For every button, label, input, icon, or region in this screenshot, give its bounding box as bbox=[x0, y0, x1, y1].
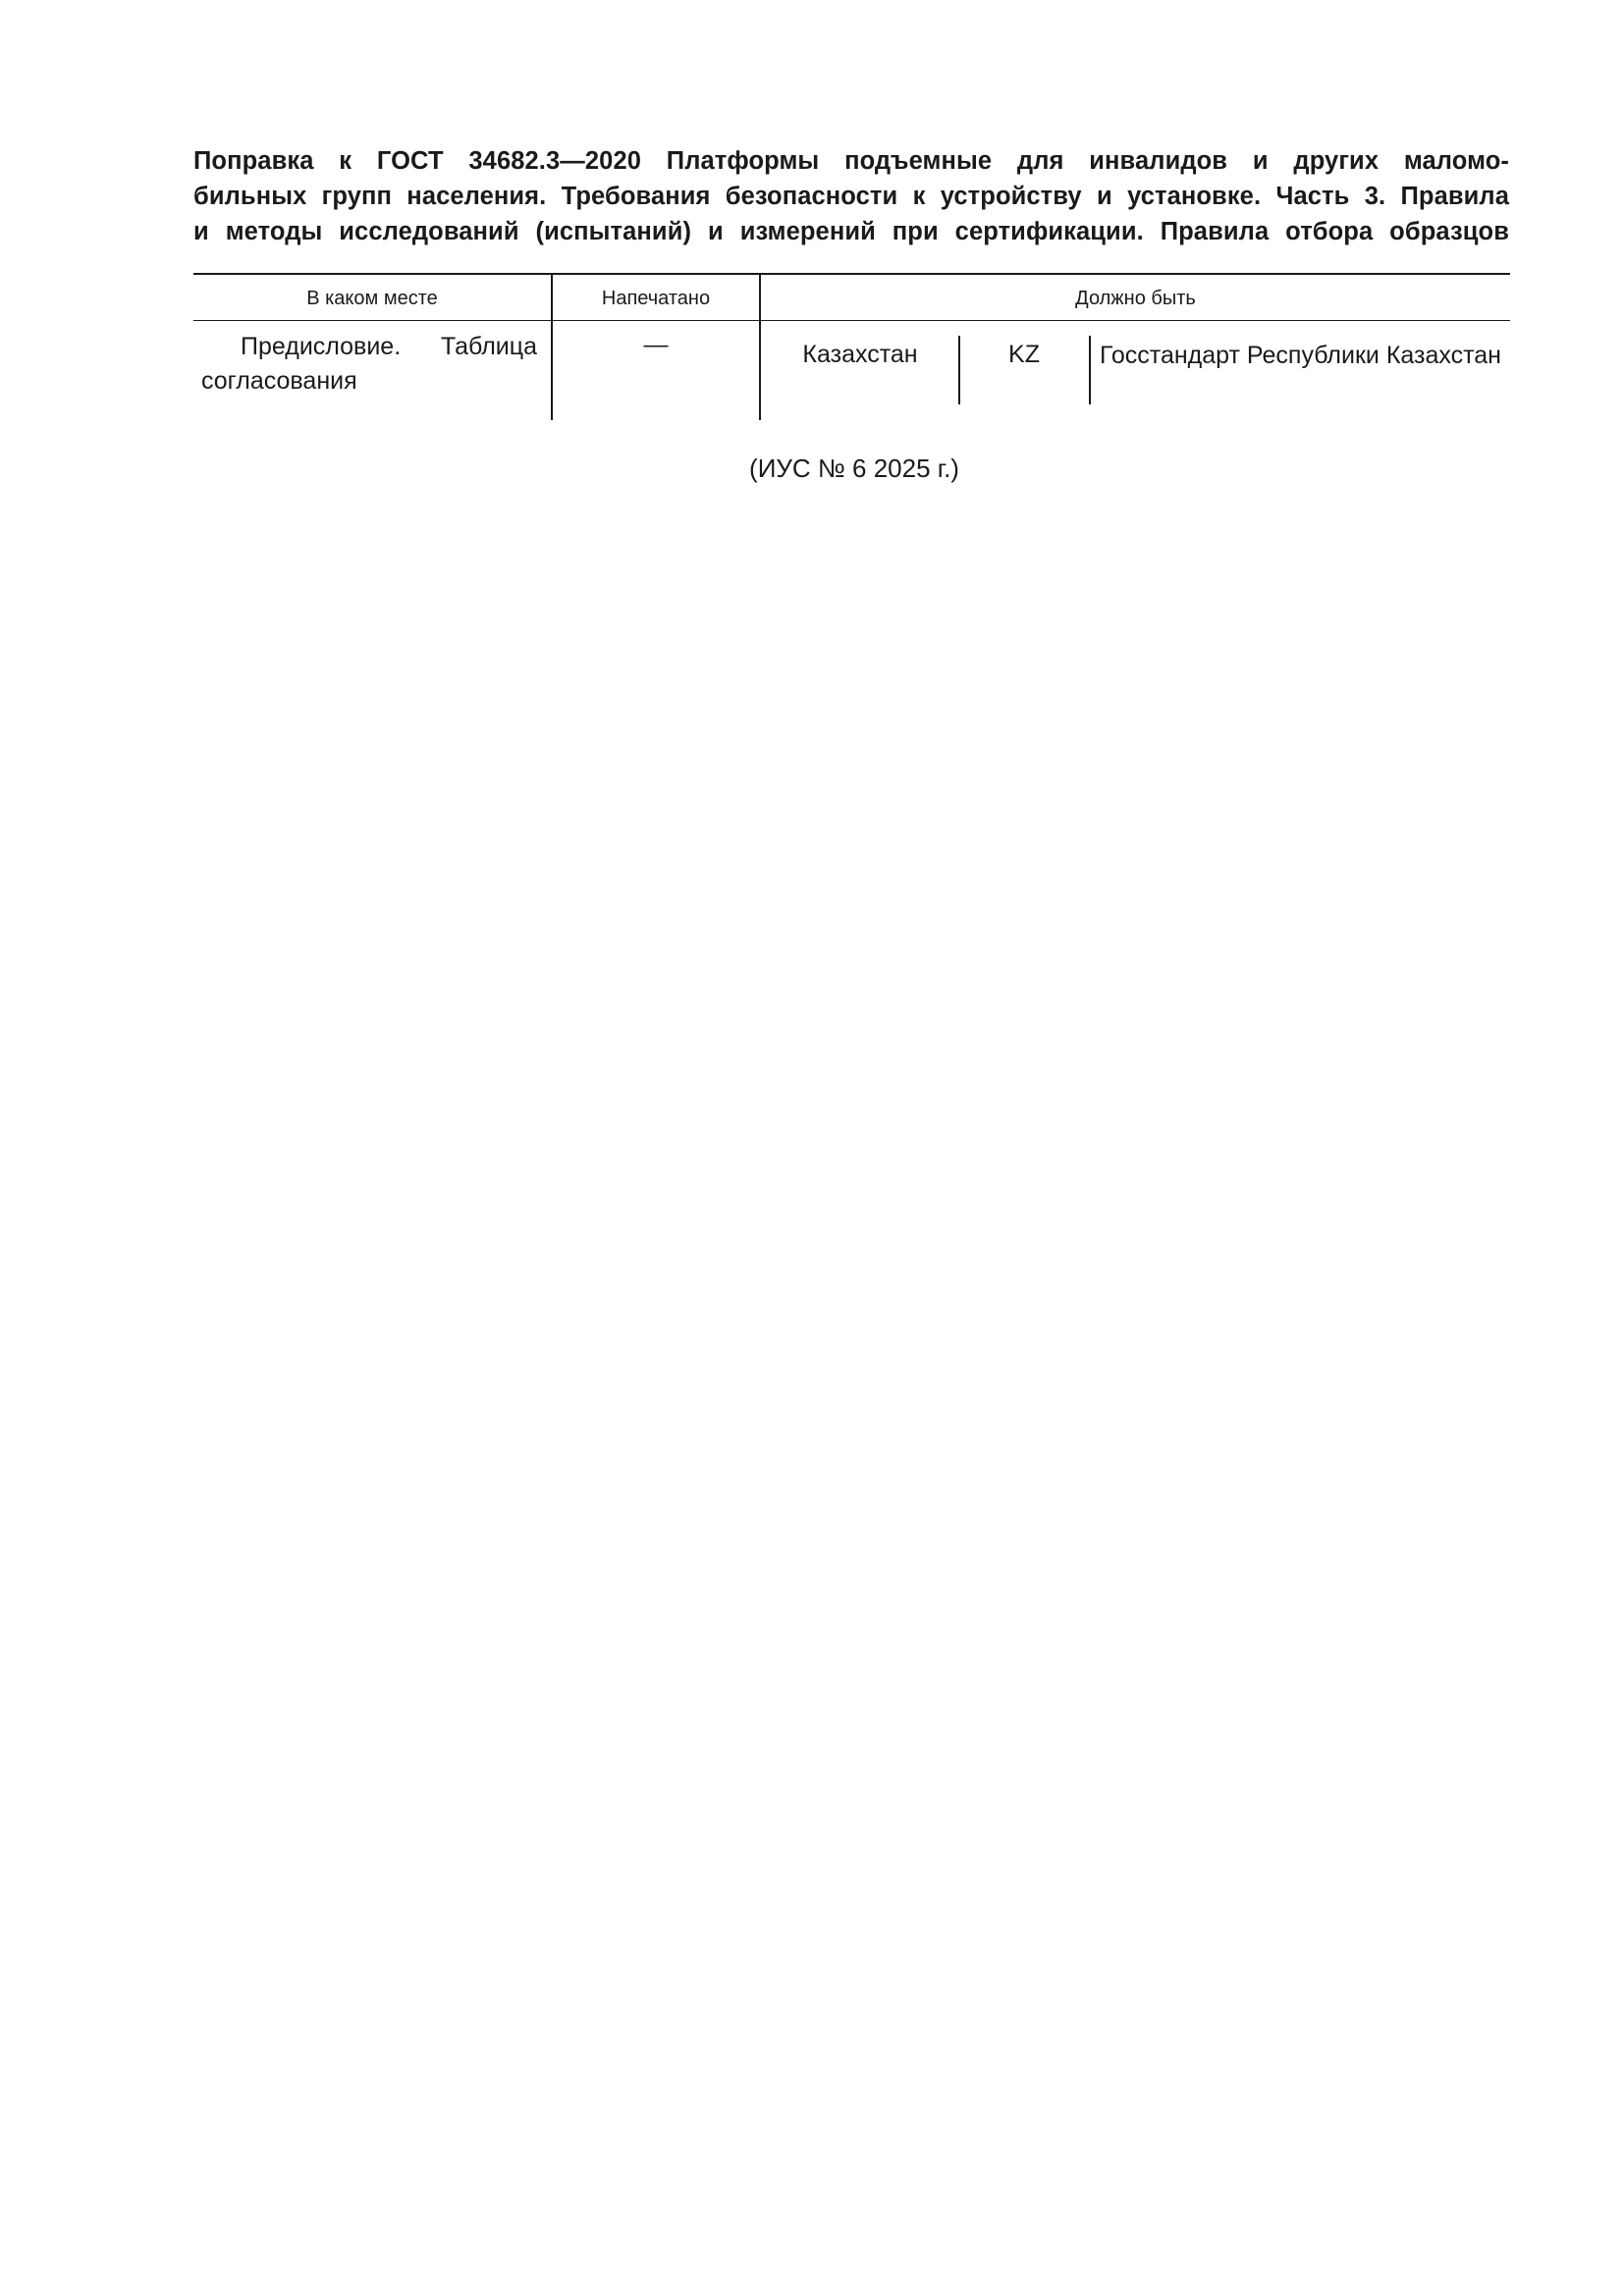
header-where: В каком месте bbox=[306, 288, 438, 309]
amendment-title bbox=[193, 143, 1509, 249]
ius-reference: (ИУС № 6 2025 г.) bbox=[749, 454, 959, 483]
cell-printed: — bbox=[643, 331, 669, 358]
cell-country: Казахстан bbox=[802, 341, 918, 368]
title-line: бильных групп населения. Требования безопасности к устройству и установке. Часть 3. Правила bbox=[193, 183, 1509, 210]
table-top-rule bbox=[193, 273, 1510, 275]
cell-organization: Госстандарт Республики Казахстан bbox=[1100, 342, 1501, 369]
title-line: Поправка к ГОСТ 34682.3—2020 Платформы подъемные для инвалидов и других маломо- bbox=[193, 147, 1509, 175]
header-should-be: Должно быть bbox=[1075, 288, 1196, 309]
table-header-rule bbox=[193, 320, 1510, 321]
cell-country-code: KZ bbox=[1008, 341, 1040, 368]
cell-where: Предисловие. Таблица согласования bbox=[201, 333, 537, 395]
title-line: и методы исследований (испытаний) и измерений при сертификации. Правила отбора образцов bbox=[193, 218, 1509, 245]
header-printed: Напечатано bbox=[601, 288, 711, 309]
